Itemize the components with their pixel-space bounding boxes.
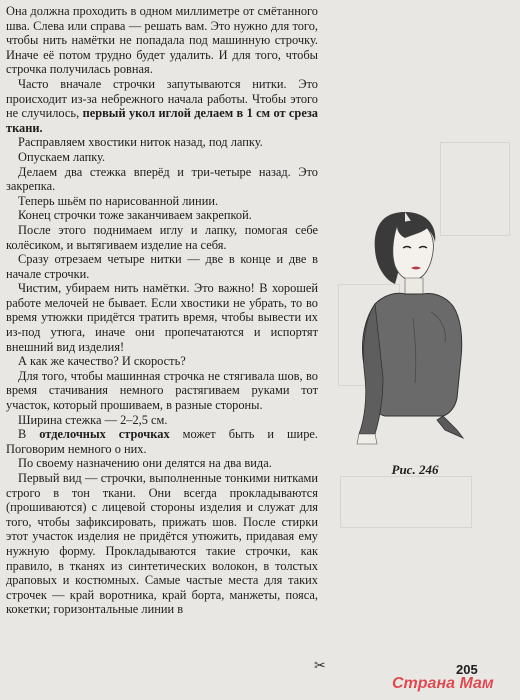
paragraph: Делаем два стежка вперёд и три-четыре назад. Это закрепка.	[6, 164, 318, 194]
scissors-icon: ✂	[314, 659, 326, 674]
body-text	[6, 4, 318, 617]
paragraph: После этого поднимаем иглу и лапку, помогая себе колёсиком, и вытягиваем изделие на себя.	[6, 222, 318, 252]
bold-phrase: отделочных строчках	[39, 427, 170, 442]
woman-illustration	[345, 208, 480, 448]
paragraph: Опускаем лапку.	[18, 149, 106, 164]
paragraph: Сразу отрезаем четыре нитки — две в конце и две в начале строчки.	[6, 252, 318, 281]
watermark-logo: Страна Мам	[392, 675, 494, 692]
paragraph: Чистим, убираем нить намётки. Это важно! В хорошей работе мелочей не бывает. Если хвостики не убрать, то во время утюжки придётся тратить время, чтобы вывести их из-под утюга, иначе они пропечатаются и испортят внешний вид изделия!	[6, 281, 318, 354]
paragraph: В отделочных строчках может быть и шире. Поговорим немного о них.	[6, 427, 318, 456]
paragraph: А как же качество? И скорость?	[18, 354, 186, 369]
figure-caption: Рис. 246	[391, 462, 439, 477]
show-through-box	[340, 476, 472, 528]
bold-phrase: первый укол иглой делаем в 1 см от среза ткани.	[6, 106, 318, 135]
paragraph: Часто вначале строчки запутываются нитки. Это происходит из-за небрежного начала работы. Чтобы этого не случилось, первый укол иглой делаем в 1 см от среза ткани.	[6, 76, 318, 135]
paragraph: Расправляем хвостики ниток назад, под лапку.	[18, 135, 263, 150]
paragraph: По своему назначению они делятся на два вида.	[18, 456, 272, 471]
paragraph: Она должна проходить в одном миллиметре от смётанного шва. Слева или справа — решать вам. Это нужно для того, чтобы нить намётки не попадала под машинную строчку. Иначе её потом трудно будет удалить. И для того, чтобы строчка получилась ровная.	[6, 4, 318, 77]
paragraph: Ширина стежка — 2–2,5 см.	[18, 412, 168, 427]
paragraph: Для того, чтобы машинная строчка не стягивала шов, во время стачивания немного растягиваем руками тот участок, который прошиваем, в разные стороны.	[6, 368, 318, 413]
paragraph: Первый вид — строчки, выполненные тонкими нитками строго в тон ткани. Они всегда прокладываются (прошиваются) с лицевой стороны изделия и служат для того, чтобы зафиксировать, прижать шов. После стирки этот участок изделия не придётся утюжить, придавая ему нужную форму. Прокладываются такие строчки, как правило, в тканях из синтетических волокон, в толстых драповых и костюмных. Самые частые места для таких строчек — край воротника, край борта, манжеты, пояса, кокетки; горизонтальные линии в	[6, 471, 318, 617]
paragraph: Теперь шьём по нарисованной линии.	[18, 193, 219, 208]
paragraph: Конец строчки тоже заканчиваем закрепкой.	[18, 208, 252, 223]
page-number: 205	[456, 662, 478, 677]
